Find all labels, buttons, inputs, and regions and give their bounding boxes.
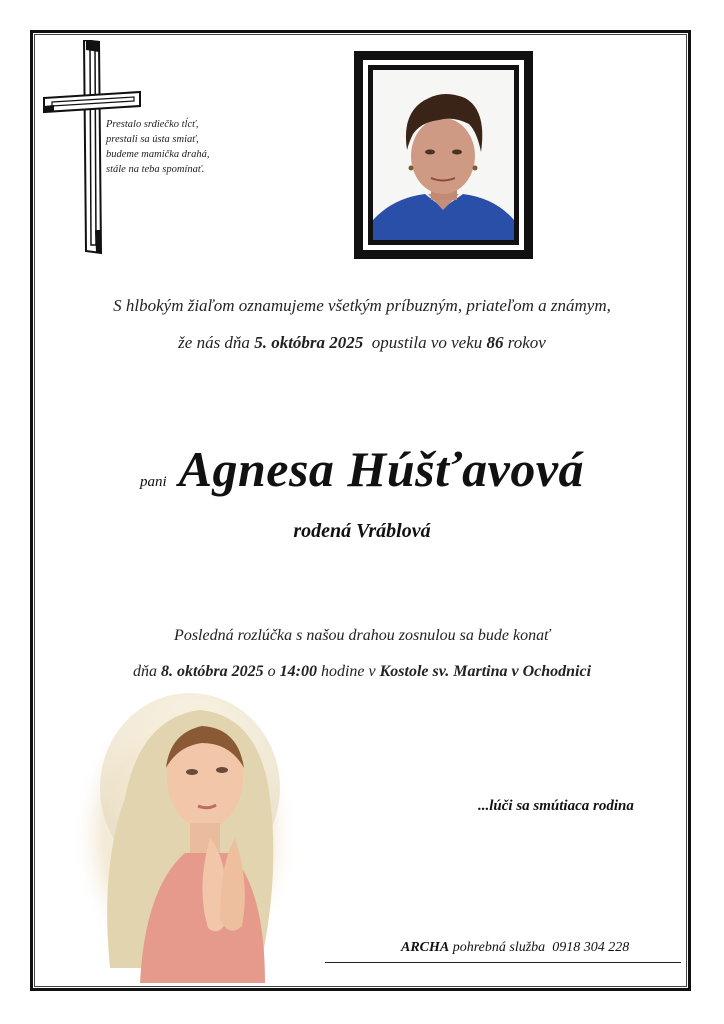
text: o [267, 663, 276, 680]
portrait-frame [354, 51, 533, 259]
verse-line: prestali sa ústa smiať, [106, 134, 199, 145]
farewell-line-1: Posledná rozlúčka s našou drahou zosnulou sa bude konať [174, 627, 550, 644]
announcement-line-2 [0, 333, 724, 353]
verse-line: stále na teba spomínať. [106, 164, 205, 175]
funeral-service-name: ARCHA [401, 940, 450, 955]
divider [325, 962, 681, 963]
funeral-time: 14:00 [279, 663, 317, 680]
deceased-name: Agnesa Húšťavová [178, 441, 585, 497]
death-date: 5. októbra 2025 [254, 333, 364, 352]
memorial-verse [106, 117, 266, 177]
honorific: pani [139, 474, 167, 490]
verse-line: Prestalo srdiečko tĺcť, [106, 119, 199, 130]
text: že nás dňa [178, 333, 250, 352]
deceased-name-line [0, 440, 724, 498]
maiden-name: rodená Vráblová [293, 520, 431, 542]
family-signature: ...lúči sa smútiaca rodina [478, 798, 634, 814]
funeral-service-phone: 0918 304 228 [552, 940, 630, 955]
announcement-line-1: S hlbokým žiaľom oznamujeme všetkým príbuzným, priateľom a známym, [113, 296, 611, 315]
text: dňa [132, 663, 157, 680]
funeral-location: Kostole sv. Martina v Ochodnici [379, 663, 592, 680]
funeral-service [401, 940, 629, 956]
praying-mary-image [70, 688, 300, 983]
funeral-service-label: pohrebná služba [452, 940, 546, 955]
text: rokov [507, 333, 546, 352]
text: opustila vo veku [371, 333, 483, 352]
farewell-line-2 [0, 663, 724, 681]
verse-line: budeme mamička drahá, [106, 149, 210, 160]
funeral-date: 8. októbra 2025 [160, 663, 264, 680]
age: 86 [486, 333, 504, 352]
portrait-photo [373, 70, 514, 240]
text: hodine v [320, 663, 376, 680]
